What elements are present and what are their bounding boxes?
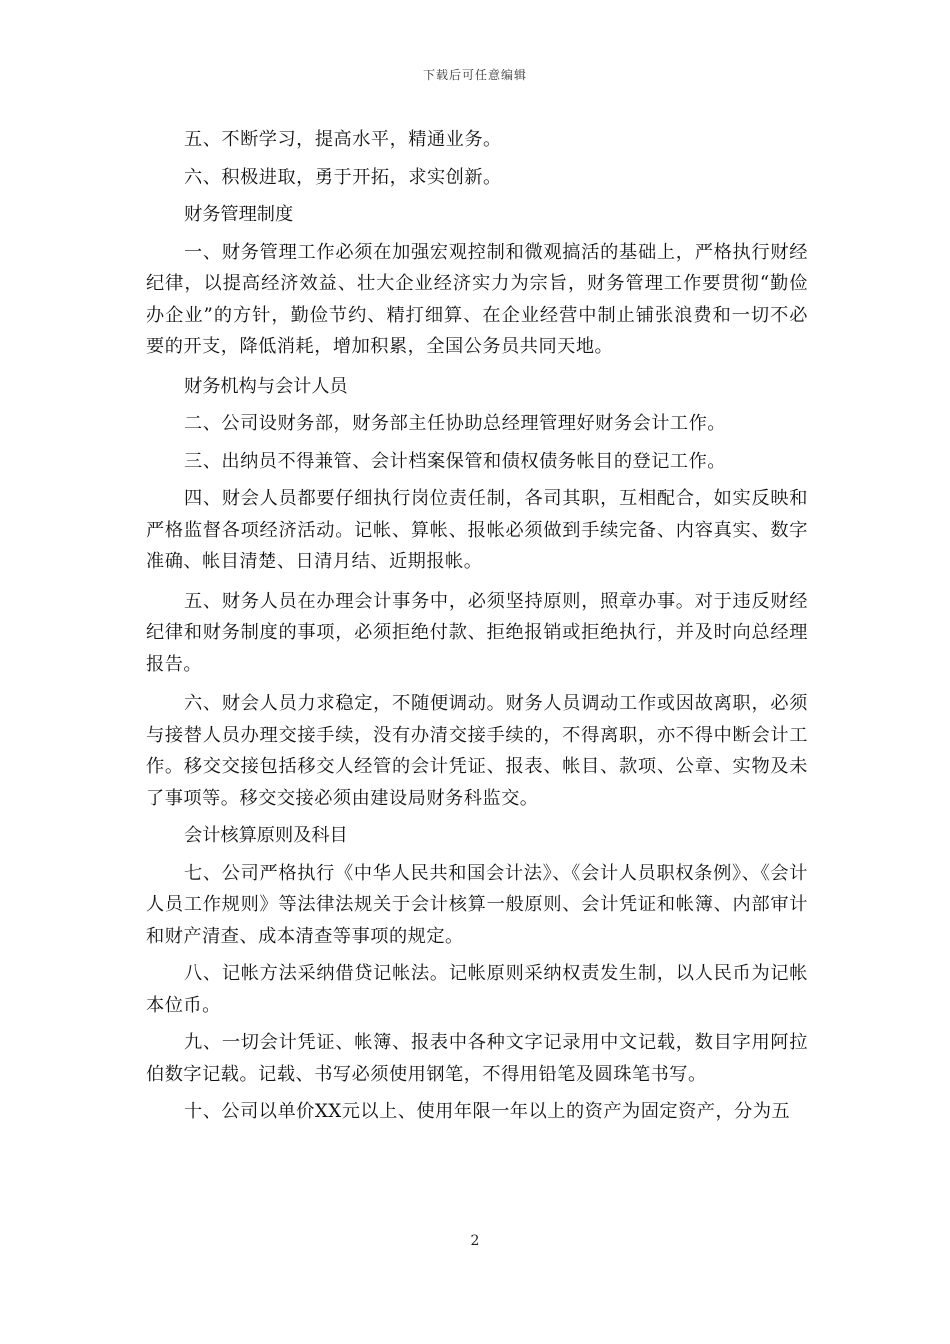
paragraph-progress: 六、积极进取，勇于开拓，求实创新。 — [184, 166, 502, 188]
page-header: 下载后可任意编辑 — [422, 68, 527, 82]
paragraph-article-10: 十、公司以单价XX元以上、使用年限一年以上的资产为固定资产，分为五 — [184, 1101, 791, 1122]
paragraph-article-2: 二、公司设财务部，财务部主任协助总经理管理好财务会计工作。 — [184, 413, 726, 434]
document-body — [146, 124, 808, 1128]
paragraph-article-6: 六、财会人员力求稳定，不随便调动。财务人员调动工作或因故离职，必须与接替人员办理交接手续，没有办清交接手续的，不得离职，亦不得中断会计工作。移交交接包括移交人经管的会计凭证、报表、帐目、款项、公章、实物及未了事项等。移交交接必须由建设局财务科监交。 — [146, 693, 808, 809]
page-number: 2 — [470, 1233, 480, 1249]
paragraph-article-4: 四、财会人员都要仔细执行岗位责任制，各司其职，互相配合，如实反映和严格监督各项经济活动。记帐、算帐、报帐必须做到手续完备、内容真实、数字准确、帐目清楚、日清月结、近期报帐。 — [146, 488, 808, 572]
paragraph-article-5: 五、财务人员在办理会计事务中，必须坚持原则，照章办事。对于违反财经纪律和财务制度的事项，必须拒绝付款、拒绝报销或拒绝执行，并及时向总经理报告。 — [146, 590, 808, 675]
section-heading-financial-staff: 财务机构与会计人员 — [184, 375, 348, 397]
section-heading-financial-management: 财务管理制度 — [184, 204, 294, 225]
paragraph-study: 五、不断学习，提高水平，精通业务。 — [184, 129, 502, 150]
paragraph-article-3: 三、出纳员不得兼管、会计档案保管和债权债务帐目的登记工作。 — [184, 450, 726, 472]
paragraph-article-1: 一、财务管理工作必须在加强宏观控制和微观搞活的基础上，严格执行财经纪律，以提高经济效益、壮大企业经济实力为宗旨，财务管理工作要贯彻“勤俭办企业”的方针，勤俭节约、精打细算、在企业经营中制止铺张浪费和一切不必要的开支，降低消耗，增加积累，全国公务员共同天地。 — [146, 241, 808, 357]
paragraph-article-9: 九、一切会计凭证、帐簿、报表中各种文字记录用中文记载，数目字用阿拉伯数字记载。记载、书写必须使用钢笔，不得用铅笔及圆珠笔书写。 — [146, 1032, 808, 1085]
paragraph-article-7: 七、公司严格执行《中华人民共和国会计法》、《会计人员职权条例》、《会计人员工作规则》等法律法规关于会计核算一般原则、会计凭证和帐簿、内部审计和财产清查、成本清查等事项的规定。 — [146, 862, 808, 947]
section-heading-accounting-principles: 会计核算原则及科目 — [184, 825, 348, 846]
paragraph-article-8: 八、记帐方法采纳借贷记帐法。记帐原则采纳权责发生制，以人民币为记帐本位币。 — [146, 963, 808, 1016]
